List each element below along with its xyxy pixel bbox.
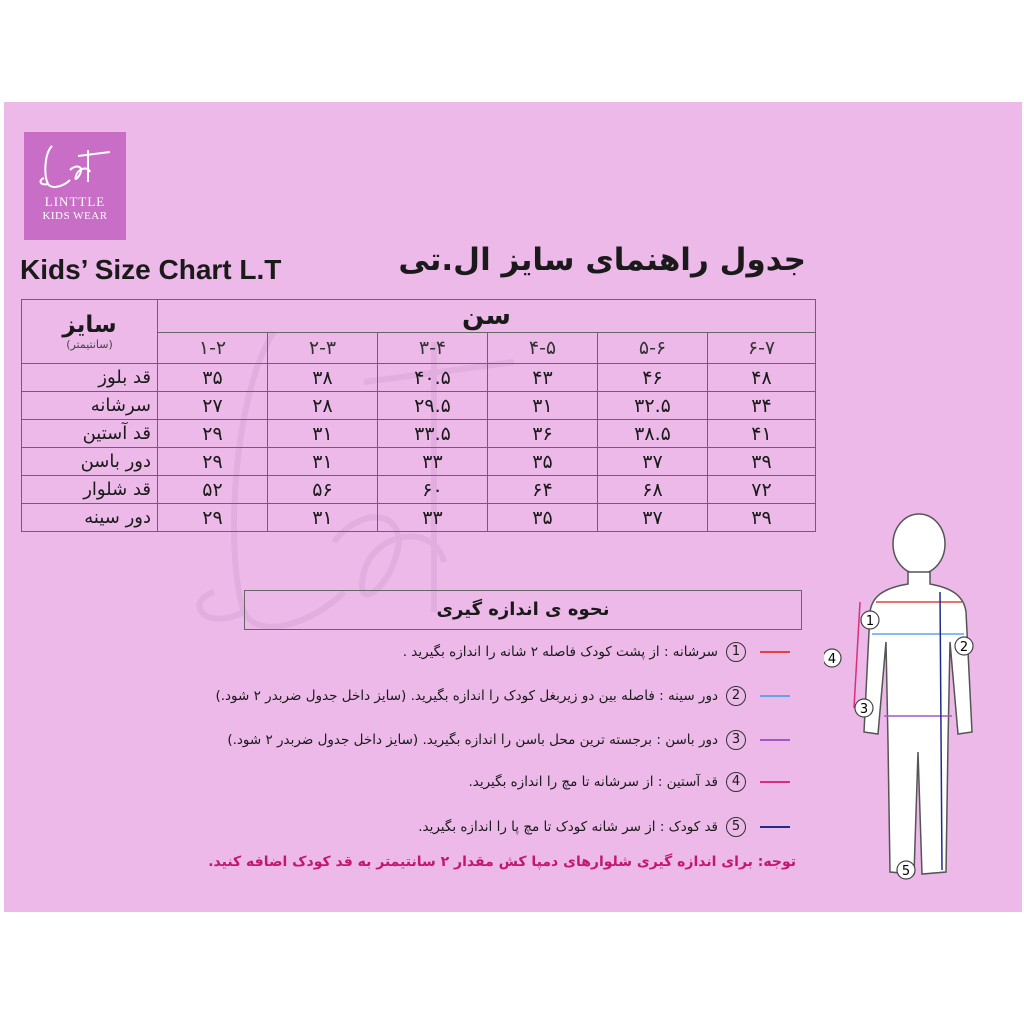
instruction-text: دور باسن : برجسته ترین محل باسن را اندازه بگیرید. (سایز داخل جدول ضربدر ۲ شود.) — [227, 732, 718, 748]
instruction-item — [227, 730, 790, 750]
color-line-icon — [760, 739, 790, 741]
table-row — [22, 420, 816, 448]
table-cell: ۳۹ — [708, 448, 816, 476]
table-cell: ۳۷ — [598, 448, 708, 476]
number-badge: 3 — [726, 730, 746, 750]
table-cell: ۳۵ — [488, 448, 598, 476]
instruction-item — [215, 686, 790, 706]
color-line-icon — [760, 826, 790, 828]
table-row — [22, 504, 816, 532]
table-cell: ۵۲ — [158, 476, 268, 504]
size-table — [21, 299, 816, 532]
table-cell: ۳۳ — [378, 504, 488, 532]
table-cell: ۳۱ — [268, 420, 378, 448]
row-label: قد شلوار — [22, 476, 158, 504]
color-line-icon — [760, 781, 790, 783]
table-cell: ۴۶ — [598, 364, 708, 392]
table-cell: ۳۹ — [708, 504, 816, 532]
number-badge: 5 — [726, 817, 746, 837]
table-cell: ۳۸.۵ — [598, 420, 708, 448]
table-row — [22, 448, 816, 476]
table-row — [22, 392, 816, 420]
table-cell: ۲۸ — [268, 392, 378, 420]
table-cell: ۳۱ — [488, 392, 598, 420]
age-header: سن — [158, 300, 816, 333]
size-chart-panel — [4, 102, 1022, 912]
table-cell: ۳۱ — [268, 504, 378, 532]
table-cell: ۴۳ — [488, 364, 598, 392]
table-cell: ۴۱ — [708, 420, 816, 448]
row-label: قد بلوز — [22, 364, 158, 392]
size-header-cell — [22, 300, 158, 364]
table-cell: ۴۸ — [708, 364, 816, 392]
age-cell: ۵-۶ — [598, 333, 708, 364]
number-badge: 4 — [726, 772, 746, 792]
age-cell: ۱-۲ — [158, 333, 268, 364]
logo-line-2: KIDS WEAR — [42, 210, 108, 222]
figure-label: 2 — [959, 640, 969, 655]
table-cell: ۲۹ — [158, 420, 268, 448]
table-cell: ۳۳.۵ — [378, 420, 488, 448]
figure-label: 1 — [865, 614, 875, 629]
table-cell: ۳۳ — [378, 448, 488, 476]
table-cell: ۴۰.۵ — [378, 364, 488, 392]
table-cell: ۳۶ — [488, 420, 598, 448]
child-figure-icon — [824, 512, 1014, 892]
table-cell: ۲۹ — [158, 504, 268, 532]
table-cell: ۲۷ — [158, 392, 268, 420]
instruction-text: سرشانه : از پشت کودک فاصله ۲ شانه را اندازه بگیرید . — [402, 644, 718, 660]
figure-label: 3 — [859, 702, 869, 717]
table-cell: ۳۸ — [268, 364, 378, 392]
number-badge: 2 — [726, 686, 746, 706]
age-cell: ۲-۳ — [268, 333, 378, 364]
row-label: دور سینه — [22, 504, 158, 532]
table-cell: ۶۴ — [488, 476, 598, 504]
table-cell: ۳۴ — [708, 392, 816, 420]
size-header: سایز — [62, 312, 117, 338]
color-line-icon — [760, 695, 790, 697]
instruction-item — [418, 817, 790, 837]
table-cell: ۲۹.۵ — [378, 392, 488, 420]
logo-monogram-icon — [30, 136, 120, 194]
instruction-text: دور سینه : فاصله بین دو زیربغل کودک را اندازه بگیرید. (سایز داخل جدول ضربدر ۲ شود.) — [215, 688, 718, 704]
color-line-icon — [760, 651, 790, 653]
age-cell: ۴-۵ — [488, 333, 598, 364]
age-cell: ۶-۷ — [708, 333, 816, 364]
table-cell: ۵۶ — [268, 476, 378, 504]
table-cell: ۶۸ — [598, 476, 708, 504]
table-cell: ۳۵ — [158, 364, 268, 392]
row-label: قد آستین — [22, 420, 158, 448]
instruction-text: قد کودک : از سر شانه کودک تا مچ پا را اندازه بگیرید. — [418, 819, 718, 835]
note-text: توجه: برای اندازه گیری شلوارهای دمپا کش مقدار ۲ سانتیمتر به قد کودک اضافه کنید. — [208, 854, 796, 870]
how-to-measure-heading: نحوه ی اندازه گیری — [244, 590, 802, 630]
title-english: Kids’ Size Chart L.T — [20, 254, 282, 285]
brand-logo — [24, 132, 126, 240]
instruction-item — [403, 642, 790, 662]
table-row — [22, 364, 816, 392]
title-persian: جدول راهنمای سایز ال.تی — [398, 242, 806, 278]
unit-label: (سانتیمتر) — [66, 338, 113, 351]
table-cell: ۳۱ — [268, 448, 378, 476]
table-cell: ۳۷ — [598, 504, 708, 532]
number-badge: 1 — [726, 642, 746, 662]
table-row — [22, 476, 816, 504]
row-label: سرشانه — [22, 392, 158, 420]
table-cell: ۳۲.۵ — [598, 392, 708, 420]
instruction-item — [468, 772, 790, 792]
table-cell: ۶۰ — [378, 476, 488, 504]
logo-line-1: LINTTLE — [44, 194, 106, 209]
age-cell: ۳-۴ — [378, 333, 488, 364]
row-label: دور باسن — [22, 448, 158, 476]
figure-label: 4 — [827, 652, 837, 667]
instruction-text: قد آستین : از سرشانه تا مچ را اندازه بگیرید. — [468, 774, 718, 790]
table-cell: ۷۲ — [708, 476, 816, 504]
figure-label: 5 — [901, 864, 911, 879]
table-cell: ۳۵ — [488, 504, 598, 532]
table-cell: ۲۹ — [158, 448, 268, 476]
